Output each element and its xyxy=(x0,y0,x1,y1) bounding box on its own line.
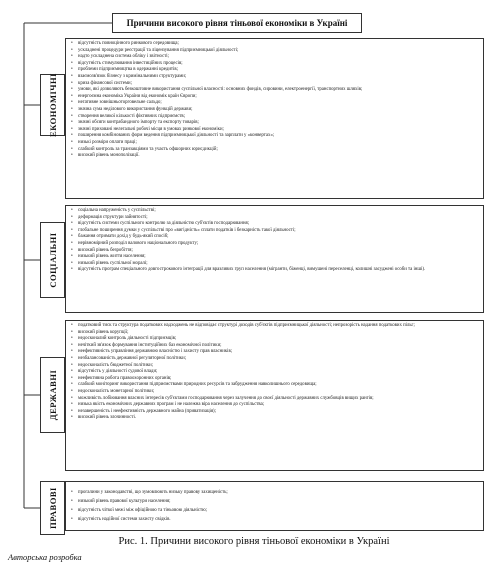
diagram-title: Причини високого рівня тіньової економіки в Україні xyxy=(112,13,362,33)
list-item: • нерівномірний розподіл валового національного продукту; xyxy=(70,241,479,248)
social-causes-list xyxy=(65,205,484,313)
list-item: • можливість лобіювання власних інтересів суб'єктами господарювання через залучення до своєї діяльності державних службовців вищих рангів; xyxy=(70,396,479,403)
list-item: • прогалини у законодавстві, що зумовлюють низьку правову захищеність; xyxy=(70,488,479,497)
list-item: • високий рівень безробіття; xyxy=(70,248,479,255)
list-item: • недосконалість бюджетної політики; xyxy=(70,363,479,370)
figure-caption: Рис. 1. Причини високого рівня тіньової економіки в Україні xyxy=(118,536,390,547)
list-item: • низький рівень суспільної моралі; xyxy=(70,261,479,268)
list-item: • неефективна робота правоохоронних органів; xyxy=(70,376,479,383)
list-item: • нечіткий зв'язок формування інституційних баз економічної політики; xyxy=(70,343,479,350)
list-item: • недосконалий контроль діяльності підприємців; xyxy=(70,336,479,343)
list-item: • надто ускладнена система обліку і звітності; xyxy=(70,54,479,61)
list-item: • деформація структури зайнятості; xyxy=(70,215,479,222)
list-item: • значні приховані нелегальні робочі місця в умовах ринкової економіки; xyxy=(70,127,479,134)
list-item: • відсутність системи суспільного контролю за діяльністю суб'єктів господарювання; xyxy=(70,221,479,228)
list-item: • відсутність чіткої межі між офіційною та тіньовою діяльністю; xyxy=(70,506,479,515)
category-state xyxy=(40,357,65,433)
list-item: • проблеми підприємництва в одержанні кредитів; xyxy=(70,67,479,74)
category-social-label: СОЦІАЛЬНІ xyxy=(47,232,58,288)
legal-causes-list xyxy=(65,481,484,531)
list-item: • взаємозв'язок бізнесу з кримінальними структурами; xyxy=(70,74,479,81)
list-item: • високий рівень злочинності. xyxy=(70,415,479,422)
list-item: • високий рівень монополізації. xyxy=(70,153,479,160)
category-state-label: ДЕРЖАВНІ xyxy=(47,369,58,421)
list-item: • відсутність стимулювання інвестиційних процесів; xyxy=(70,61,479,68)
list-item: • відсутність у діяльності судової влади; xyxy=(70,369,479,376)
list-item: • незавершеність і неефективність державного майна (приватизація); xyxy=(70,409,479,416)
category-economic-label: ЕКОНОМІЧНІ xyxy=(47,73,58,137)
list-item: • соціальна напруженість у суспільстві; xyxy=(70,208,479,215)
list-item: • криза фінансової системи; xyxy=(70,81,479,88)
list-item: • енергоємна економіка України від економік країн Європи; xyxy=(70,94,479,101)
list-item: • відсутність надійної системи захисту свідків. xyxy=(70,515,479,524)
list-item: • високий рівень корупції; xyxy=(70,330,479,337)
category-economic xyxy=(40,74,65,136)
list-item: • створення великої кількості фіктивних підприємств; xyxy=(70,114,479,121)
list-item: • слабкий контроль за транзакціями та участь офшорних юрисдикцій; xyxy=(70,147,479,154)
list-item: • негативне зовнішньоторговельне сальдо; xyxy=(70,100,479,107)
category-social xyxy=(40,222,65,298)
category-legal xyxy=(40,481,65,535)
list-item: • глобальне поширення думки у суспільстві про «вигідність» сплати податків і безкарність такої діяльності; xyxy=(70,228,479,235)
list-item: • незбалансованість державної регуляторної політики; xyxy=(70,356,479,363)
economic-causes-list xyxy=(65,38,484,199)
list-item: • значні обсяги контрабандного імпорту та експорту товарів; xyxy=(70,120,479,127)
list-item: • слабкий моніторинг використання підприємствами природних ресурсів та забрудження навколишнього середовища; xyxy=(70,382,479,389)
list-item: • низька якість економічних державних програм і не належна віра населення до суспільства; xyxy=(70,402,479,409)
list-item: • бажання отримати дохід у будь-який спосіб; xyxy=(70,234,479,241)
list-item: • низький рівень життя населення; xyxy=(70,254,479,261)
list-item: • відсутність програм спеціального довгострокового інтеграції для вразливих груп населення (мігранти, біженці, вимушені переселенці, колишні засуджені особи та інші). xyxy=(70,267,479,274)
list-item: • відсутність повноцінного ринкового середовища; xyxy=(70,41,479,48)
figure-source: Авторська розробка xyxy=(8,552,82,562)
list-item: • ускладнені процедури реєстрації та ліцензування підприємницької діяльності; xyxy=(70,48,479,55)
list-item: • податковий тиск та структура податкових надходжень не відповідає структурі доходів суб'єктів підприємницької діяльності; непрозорість надання податкових пільг; xyxy=(70,323,479,330)
category-legal-label: ПРАВОВІ xyxy=(47,487,58,529)
list-item: • недосконалість монетарної політики; xyxy=(70,389,479,396)
list-item: • умови, які дозволяють безкоштовне використання суспільної власності: основних фондів, сировини, електроенергії, транспортних шляхів; xyxy=(70,87,479,94)
list-item: • неефективність управління державною власністю і захисту прав власників; xyxy=(70,349,479,356)
list-item: • низькі розміри оплати праці; xyxy=(70,140,479,147)
state-causes-list xyxy=(65,320,484,471)
list-item: • поширення комбінованих форм ведення підприємницької діяльності та зарплати у «конвертах»; xyxy=(70,133,479,140)
list-item: • низький рівень правової культури населення; xyxy=(70,497,479,506)
list-item: • значна сума неділового використання функцій держави; xyxy=(70,107,479,114)
